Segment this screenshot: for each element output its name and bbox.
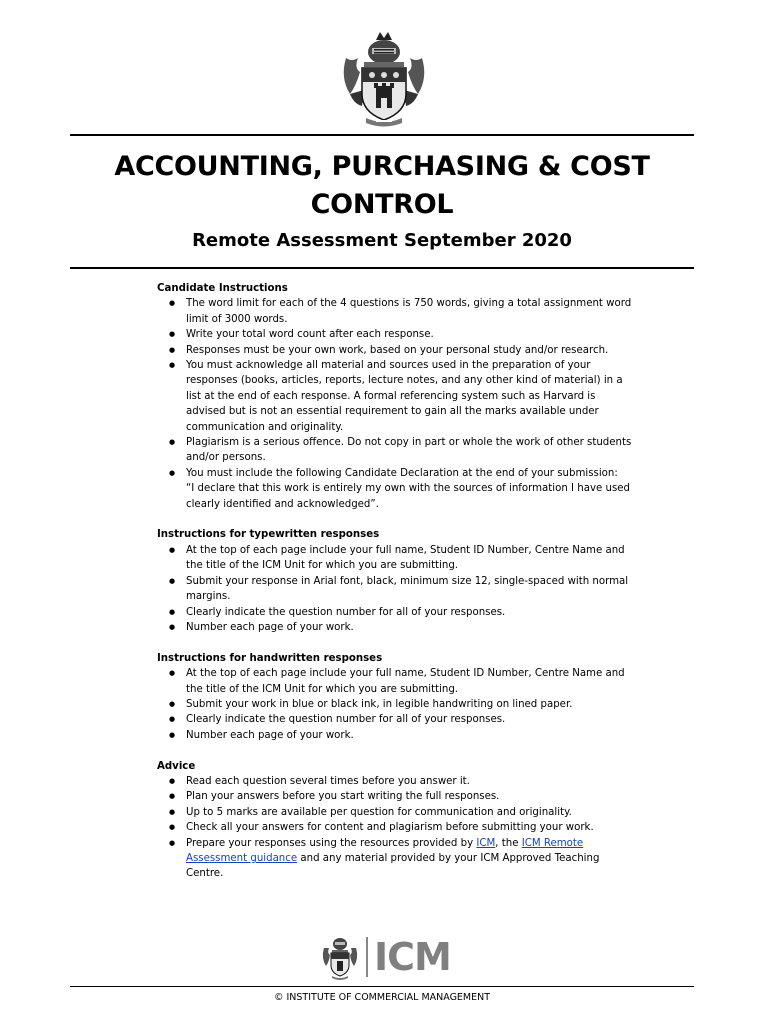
list-item: ● Submit your response in Arial font, black, minimum size 12, single-spaced with normal margins.	[157, 574, 637, 605]
advice-section	[157, 759, 637, 882]
instructions-content	[157, 281, 637, 882]
candidate-instructions-section	[157, 281, 637, 512]
list-item: ● Check all your answers for content and plagiarism before submitting your work.	[157, 820, 637, 835]
handwritten-section	[157, 651, 637, 743]
remote-assessment-guidance-link[interactable]: ICM Remote Assessment guidance	[186, 837, 584, 864]
list-item: ● You must acknowledge all material and sources used in the preparation of your responses (books, articles, reports, lecture notes, and any other kind of material) in a list at the end of each response. A formal referencing system such as Harvard is advised but is not an essential requirement to gain all the marks available under communication and originality.	[157, 358, 637, 435]
title-line-2: CONTROL	[310, 189, 454, 220]
candidate-declaration: “I declare that this work is entirely my own with the sources of information I have used clearly identified and acknowledged”.	[186, 483, 631, 510]
typewritten-list	[157, 543, 637, 635]
advice-text: , the	[495, 837, 522, 849]
header-divider	[70, 267, 694, 269]
icm-logo-text: ICM	[374, 935, 451, 979]
list-item: ● Responses must be your own work, based on your personal study and/or research.	[157, 343, 637, 358]
icm-logo	[320, 934, 451, 980]
icm-link[interactable]: ICM	[476, 837, 496, 849]
list-item: ● You must include the following Candidate Declaration at the end of your submission:	[157, 466, 637, 481]
list-item: ● Clearly indicate the question number for all of your responses.	[157, 605, 637, 620]
advice-text: Prepare your responses using the resources provided by	[186, 837, 477, 849]
list-item: ● Read each question several times before you answer it.	[157, 774, 637, 789]
logo-divider	[366, 937, 368, 977]
typewritten-section	[157, 527, 637, 635]
list-item: ● The word limit for each of the 4 questions is 750 words, giving a total assignment word limit of 3000 words.	[157, 296, 637, 327]
section-heading: Candidate Instructions	[157, 283, 288, 294]
document-title	[70, 148, 694, 224]
list-item: ● Submit your work in blue or black ink, in legible handwriting on lined paper.	[157, 697, 637, 712]
section-heading: Instructions for handwritten responses	[157, 652, 383, 664]
footer-divider	[70, 986, 694, 987]
list-item: ● Number each page of your work.	[157, 728, 637, 743]
list-item: ● Clearly indicate the question number for all of your responses.	[157, 712, 637, 727]
coat-of-arms-crest-icon	[320, 934, 360, 980]
list-item: ● At the top of each page include your full name, Student ID Number, Centre Name and the title of the ICM Unit for which you are submitting.	[157, 666, 637, 697]
list-item: ● Up to 5 marks are available per question for communication and originality.	[157, 805, 637, 820]
list-item: ● Write your total word count after each response.	[157, 327, 637, 342]
coat-of-arms-crest-icon	[336, 28, 432, 128]
title-line-1: ACCOUNTING, PURCHASING & COST	[114, 151, 650, 182]
list-item: ● Plan your answers before you start writing the full responses.	[157, 789, 637, 804]
candidate-instructions-list	[157, 296, 637, 481]
list-item	[157, 836, 637, 882]
copyright-footer: © INSTITUTE OF COMMERCIAL MANAGEMENT	[273, 992, 491, 1003]
document-subtitle: Remote Assessment September 2020	[192, 230, 572, 251]
list-item: ● Number each page of your work.	[157, 620, 637, 635]
advice-text: and any material provided by your ICM Approved Teaching Centre.	[186, 852, 600, 880]
handwritten-list	[157, 666, 637, 743]
list-item: ● Plagiarism is a serious offence. Do not copy in part or whole the work of other students and/or persons.	[157, 435, 637, 466]
section-heading: Advice	[157, 760, 196, 772]
list-item: ● At the top of each page include your full name, Student ID Number, Centre Name and the title of the ICM Unit for which you are submitting.	[157, 543, 637, 574]
advice-list	[157, 774, 637, 882]
section-heading: Instructions for typewritten responses	[157, 529, 380, 541]
top-divider	[70, 134, 694, 136]
